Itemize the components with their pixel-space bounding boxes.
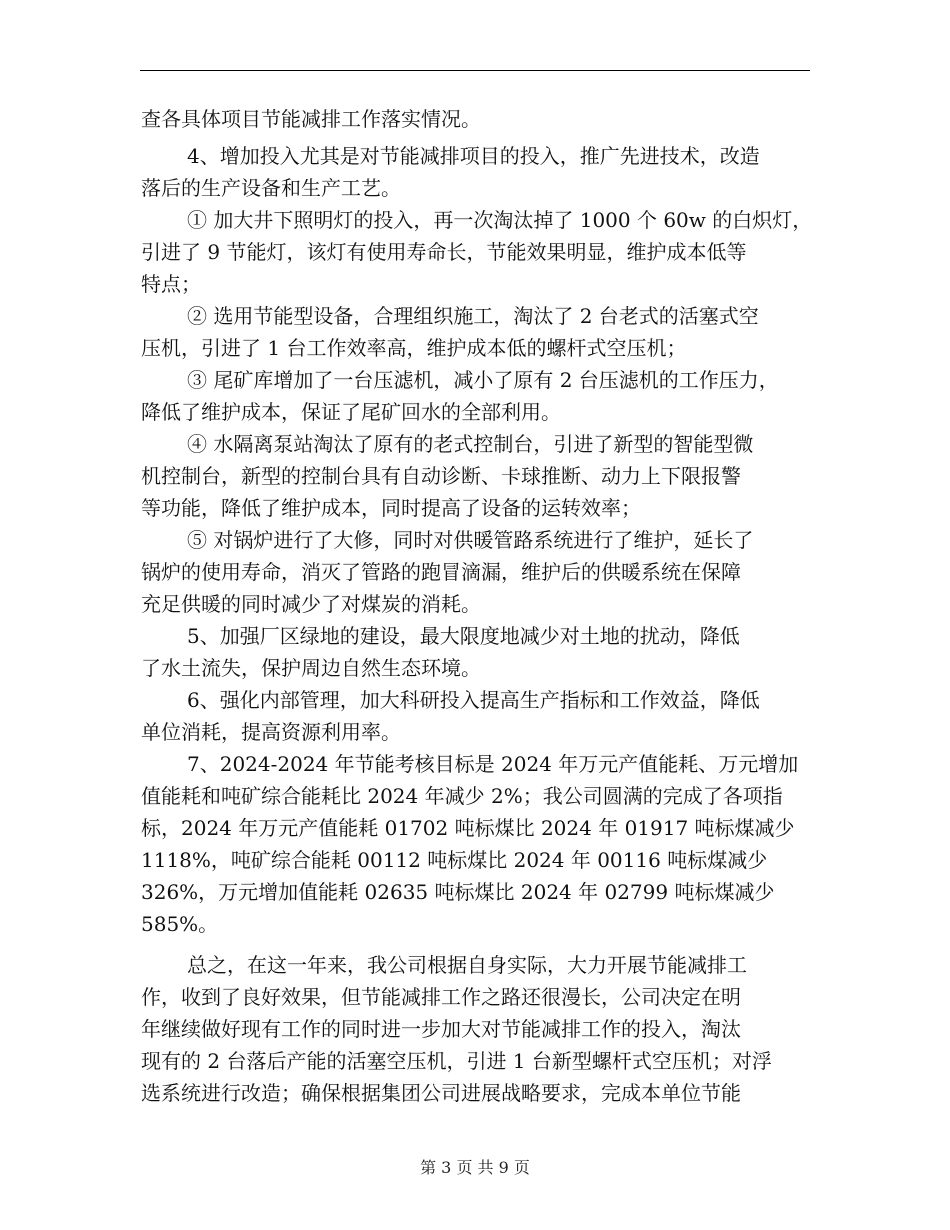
text-line: 落后的生产设备和生产工艺。 [141,176,401,200]
text-line: 326%，万元增加值能耗 02635 吨标煤比 2024 年 02799 吨标煤减少 [141,880,775,904]
text-line: 年继续做好现有工作的同时进一步加大对节能减排工作的投入，淘汰 [141,1017,741,1041]
text-line: 引进了 9 节能灯，该灯有使用寿命长，节能效果明显，维护成本低等 [141,240,747,264]
text-line: 选系统进行改造；确保根据集团公司进展战略要求，完成本单位节能 [141,1081,741,1105]
text-line: 等功能，降低了维护成本，同时提高了设备的运转效率； [141,496,641,520]
text-line: 总之，在这一年来，我公司根据自身实际，大力开展节能减排工 [187,953,747,977]
text-line: ② 选用节能型设备，合理组织施工，淘汰了 2 台老式的活塞式空 [187,304,759,328]
text-line: 充足供暖的同时减少了对煤炭的消耗。 [141,592,481,616]
text-line: 5、加强厂区绿地的建设，最大限度地减少对土地的扰动，降低 [187,624,740,648]
text-line: ③ 尾矿库增加了一台压滤机，减小了原有 2 台压滤机的工作压力， [187,368,779,392]
text-line: 作，收到了良好效果，但节能减排工作之路还很漫长，公司决定在明 [141,985,741,1009]
header-rule [140,70,810,71]
text-line: ⑤ 对锅炉进行了大修，同时对供暖管路系统进行了维护，延长了 [187,528,754,552]
text-line: 机控制台，新型的控制台具有自动诊断、卡球推断、动力上下限报警 [141,464,741,488]
text-line: 值能耗和吨矿综合能耗比 2024 年减少 2%；我公司圆满的完成了各项指 [141,784,783,808]
text-line: 现有的 2 台落后产能的活塞空压机，引进 1 台新型螺杆式空压机；对浮 [141,1049,772,1073]
text-line: 压机，引进了 1 台工作效率高，维护成本低的螺杆式空压机； [141,336,687,360]
text-line: 特点； [141,272,201,296]
text-line: ① 加大井下照明灯的投入，再一次淘汰掉了 1000 个 60w 的白炽灯， [187,208,813,232]
text-line: 585%。 [141,912,219,936]
text-line: 4、增加投入尤其是对节能减排项目的投入，推广先进技术，改造 [187,144,760,168]
text-line: 锅炉的使用寿命，消灭了管路的跑冒滴漏，维护后的供暖系统在保障 [141,560,741,584]
page-footer: 第 3 页 共 9 页 [420,1158,530,1177]
text-line: 7、2024-2024 年节能考核目标是 2024 年万元产值能耗、万元增加 [187,752,799,776]
text-line: 单位消耗，提高资源利用率。 [141,720,401,744]
text-line: 6、强化内部管理，加大科研投入提高生产指标和工作效益，降低 [187,688,760,712]
text-line: 降低了维护成本，保证了尾矿回水的全部利用。 [141,400,561,424]
text-line: 1118%，吨矿综合能耗 00112 吨标煤比 2024 年 00116 吨标煤减少 [141,848,768,872]
text-line: 标，2024 年万元产值能耗 01702 吨标煤比 2024 年 01917 吨标煤减少 [141,816,795,840]
text-line: 了水土流失，保护周边自然生态环境。 [141,656,481,680]
text-line: ④ 水隔离泵站淘汰了原有的老式控制台，引进了新型的智能型微 [187,432,754,456]
text-line: 查各具体项目节能减排工作落实情况。 [141,107,481,131]
